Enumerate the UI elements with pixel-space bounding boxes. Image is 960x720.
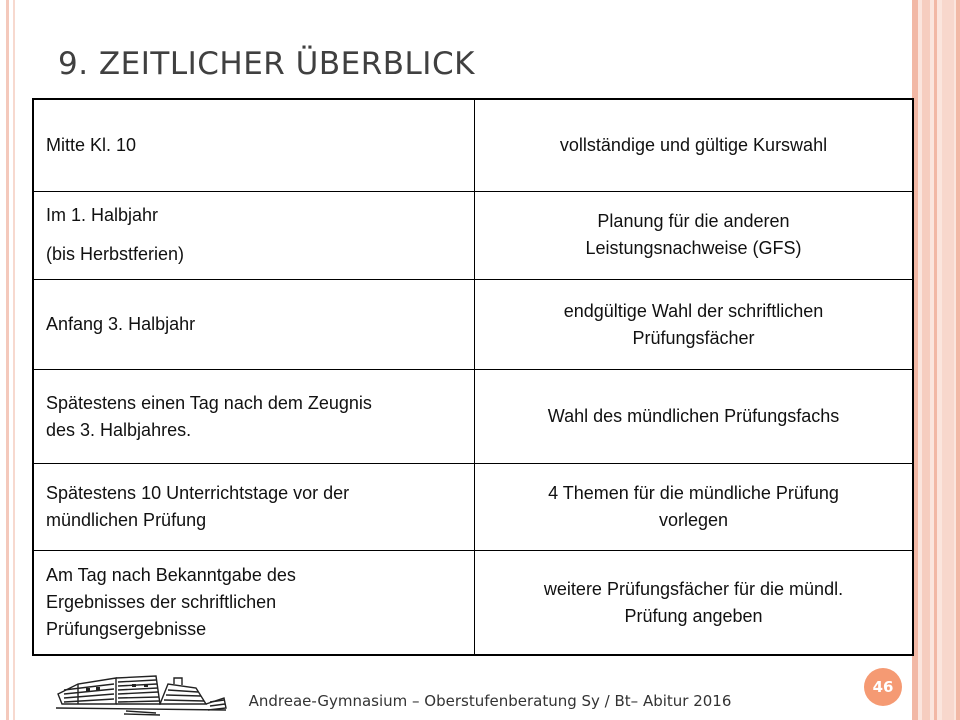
table-row (33, 551, 913, 655)
row-when-cell (33, 551, 475, 655)
slide-footer: Andreae-Gymnasium – Oberstufenberatung Sy / Bt– Abitur 2016 (248, 692, 732, 710)
table-row (33, 463, 913, 550)
slide-title: 9. ZEITLICHER ÜBERBLICK (58, 46, 475, 82)
left-decorative-band (0, 0, 20, 720)
table-row (33, 370, 913, 463)
when-text: Spätestens 10 Unterrichtstage vor der (46, 482, 350, 503)
right-stripe (956, 0, 960, 720)
right-stripe (934, 0, 937, 720)
row-what-cell (475, 463, 914, 550)
row-when-cell (33, 280, 475, 370)
schedule-table (32, 98, 914, 656)
what-text: Prüfungsfächer (632, 327, 755, 348)
table-row (33, 191, 913, 279)
what-text: Prüfung angeben (624, 605, 763, 626)
when-text: Am Tag nach Bekanntgabe des (46, 565, 296, 586)
when-text: Mitte Kl. 10 (46, 134, 137, 155)
when-text: Prüfungsergebnisse (46, 619, 207, 640)
when-text: Anfang 3. Halbjahr (46, 314, 196, 335)
what-text: Leistungsnachweise (GFS) (585, 238, 802, 259)
when-text: Ergebnisses der schriftlichen (46, 592, 277, 613)
what-text: endgültige Wahl der schriftlichen (563, 300, 824, 321)
when-text: Im 1. Halbjahr (46, 205, 159, 226)
row-when-cell (33, 463, 475, 550)
when-text: Spätestens einen Tag nach dem Zeugnis (46, 392, 372, 413)
what-text: 4 Themen für die mündliche Prüfung (548, 482, 839, 503)
what-text: vollständige und gültige Kurswahl (559, 134, 828, 155)
what-text: vorlegen (658, 509, 729, 530)
when-text: (bis Herbstferien) (46, 244, 185, 265)
row-what-cell (475, 551, 914, 655)
row-what-cell (475, 191, 914, 279)
what-text: weitere Prüfungsfächer für die mündl. (543, 578, 844, 599)
right-decorative-band (912, 0, 960, 720)
row-when-cell (33, 370, 475, 463)
row-when-cell (33, 191, 475, 279)
row-when-cell (33, 99, 475, 191)
left-stripe (13, 0, 15, 720)
row-what-cell (475, 370, 914, 463)
row-what-cell (475, 280, 914, 370)
right-stripe (922, 0, 930, 720)
left-stripe (6, 0, 9, 720)
when-text: mündlichen Prüfung (46, 509, 207, 530)
table-row (33, 99, 913, 191)
table-row (33, 280, 913, 370)
page-number-badge: 46 (864, 668, 902, 706)
when-text: des 3. Halbjahres. (46, 419, 192, 440)
row-what-cell (475, 99, 914, 191)
what-text: Planung für die anderen (597, 211, 790, 232)
right-stripe (942, 0, 954, 720)
what-text: Wahl des mündlichen Prüfungsfachs (547, 406, 840, 427)
